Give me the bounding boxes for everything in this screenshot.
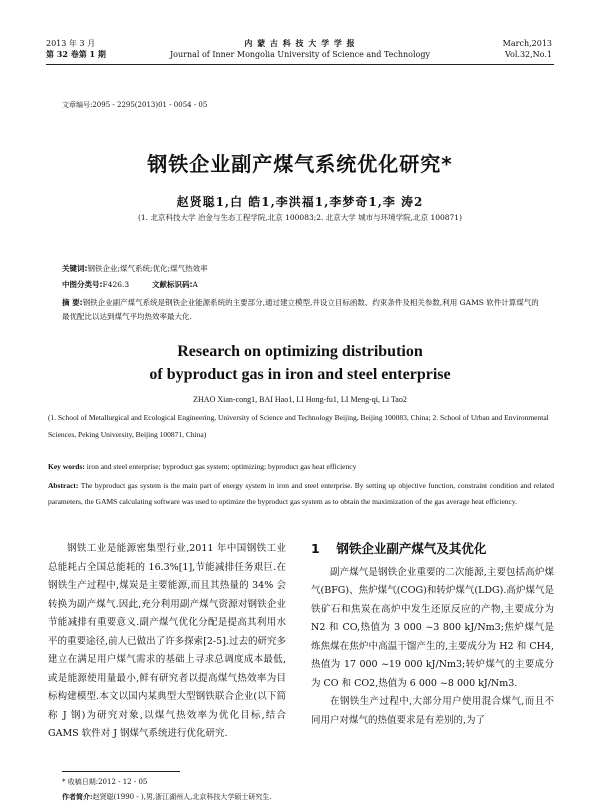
classification-line — [62, 279, 198, 291]
footnote-author — [62, 792, 272, 802]
abstract-en-label: Abstract: — [48, 481, 79, 490]
keywords-cn-text: 钢铁企业;煤气系统;优化;煤气热效率 — [87, 264, 208, 273]
doc-code-label: 文献标识码: — [151, 280, 193, 289]
affiliation-cn: (1. 北京科技大学 冶金与生态工程学院,北京 100083;2. 北京大学 城市与环境学院,北京 100871) — [137, 213, 463, 222]
abstract-en — [48, 478, 554, 510]
author-bio-text: 赵贤聪(1990 - ),男,浙江湖州人,北京科技大学硕士研究生. — [92, 793, 272, 801]
header-rule — [46, 64, 554, 65]
clc-label: 中图分类号: — [62, 280, 103, 289]
section-title: 钢铁企业副产煤气及其优化 — [336, 541, 487, 556]
clc-value: F426.3 — [102, 280, 130, 289]
title-cn: 钢铁企业副产煤气系统优化研究* — [147, 152, 453, 176]
authors-cn: 赵贤聪1,白 皓1,李洪福1,李梦奇1,李 涛2 — [176, 195, 424, 209]
article-number: 文章编号:2095 - 2295(2013)01 - 0054 - 05 — [62, 101, 208, 109]
header-journal-en: Journal of Inner Mongolia University of Science and Technology — [169, 50, 431, 59]
header-volume: 第 32 卷第 1 期 — [46, 49, 106, 59]
keywords-en — [48, 462, 554, 471]
section-paragraph-1: 副产煤气是钢铁企业重要的二次能源,主要包括高炉煤气(BFG)、焦炉煤气(COG)和转炉煤气(LDG).高炉煤气是铁矿石和焦炭在高炉中发生还原反应的产物,主要成分为 N2 和 CO,热值为 3 000 ~3 800 kJ/Nm3;焦炉煤气是炼焦煤在焦炉中高温干馏产生的,主要成分为 H2 和 CH4,热值为 17 000 ~19 000 kJ/Nm3;转炉煤气的主要成分为 CO 和 CO2,热值为 6 000 ~8 000 kJ/Nm3. — [311, 566, 554, 689]
intro-paragraph: 钢铁工业是能源密集型行业,2011 年中国钢铁工业总能耗占全国总能耗的 16.3%[1],节能减排任务艰巨.在钢铁生产过程中,煤炭是主要能源,而且其热量的 34% 会转换为副产煤气.因此,充分利用副产煤气资源对钢铁企业节能减排有重要意义.副产煤气优化分配是提高其利用水平的重要途径,前人已做出了许多探索[2-5].过去的研究多建立在满足用户煤气需求的基础上寻求总调度成本最低,或是能源使用量最小,鲜有研究者以提高煤气热效率为目标构建模型.本文以国内某典型大型钢铁联合企业(以下简称 J 钢)为研究对象,以煤气热效率为优化目标,结合 GAMS 软件对 J 钢煤气系统进行优化研究. — [48, 543, 286, 739]
keywords-cn-label: 关键词: — [62, 264, 88, 273]
section-paragraph-2: 在钢铁生产过程中,大部分用户使用混合煤气,而且不同用户对煤气的热值要求是有差别的,为了 — [311, 696, 554, 726]
abstract-cn-text: 钢铁企业副产煤气系统是钢铁企业能源系统的主要部分,通过建立模型,并设立目标函数、约束条件及相关参数,利用 GAMS 软件计算煤气的最优配比以达到煤气平均热效率最大化. — [62, 298, 539, 321]
title-en — [0, 340, 600, 386]
abstract-cn — [62, 296, 546, 324]
affiliation-en: (1. School of Metallurgical and Ecological Engineering, University of Science and Technology Beijing, Beijing 100083, China; 2. School of Urban and Environmental Sciences, Peking University, Beijing 100871, China) — [48, 413, 549, 439]
abstract-en-text: The byproduct gas system is the main part of energy system in iron and steel enterprise. By setting up objective function, constraint condition and related parameters, the GAMS calculating software was used to optimize the byproduct gas system as to obtain the maximization of the gas average heat efficiency. — [48, 481, 554, 506]
abstract-cn-label: 摘 要: — [62, 298, 83, 307]
header-date-en: March,2013 — [502, 39, 552, 48]
author-bio-label: 作者简介: — [62, 792, 93, 801]
header-volume-en: Vol.32,No.1 — [505, 50, 552, 59]
keywords-en-label: Key words: — [48, 462, 85, 471]
received-date: 2012 - 12 - 05 — [98, 778, 148, 786]
title-en-line1: Research on optimizing distribution — [177, 343, 423, 360]
header-date: 2013 年 3 月 — [46, 39, 96, 48]
running-header — [0, 38, 600, 72]
section-heading — [311, 540, 554, 559]
footnote-received — [62, 777, 147, 787]
header-journal-cn: 内 蒙 古 科 技 大 学 学 报 — [244, 38, 356, 48]
keywords-cn — [62, 263, 208, 275]
keywords-en-text: iron and steel enterprise; byproduct gas system; optimizing; byproduct gas heat efficiency — [86, 462, 357, 471]
title-en-line2: of byproduct gas in iron and steel enterprise — [149, 366, 451, 383]
doc-code-value: A — [192, 280, 198, 289]
body-left-column — [48, 540, 286, 744]
body-right-column — [311, 540, 554, 730]
footnote-rule — [62, 771, 180, 772]
received-label: * 收稿日期: — [62, 778, 99, 786]
authors-en: ZHAO Xian-cong1, BAI Hao1, LI Hong-fu1, LI Meng-qi, Li Tao2 — [193, 395, 407, 404]
section-number: 1 — [311, 541, 320, 556]
header-issue-date-en — [503, 38, 552, 60]
